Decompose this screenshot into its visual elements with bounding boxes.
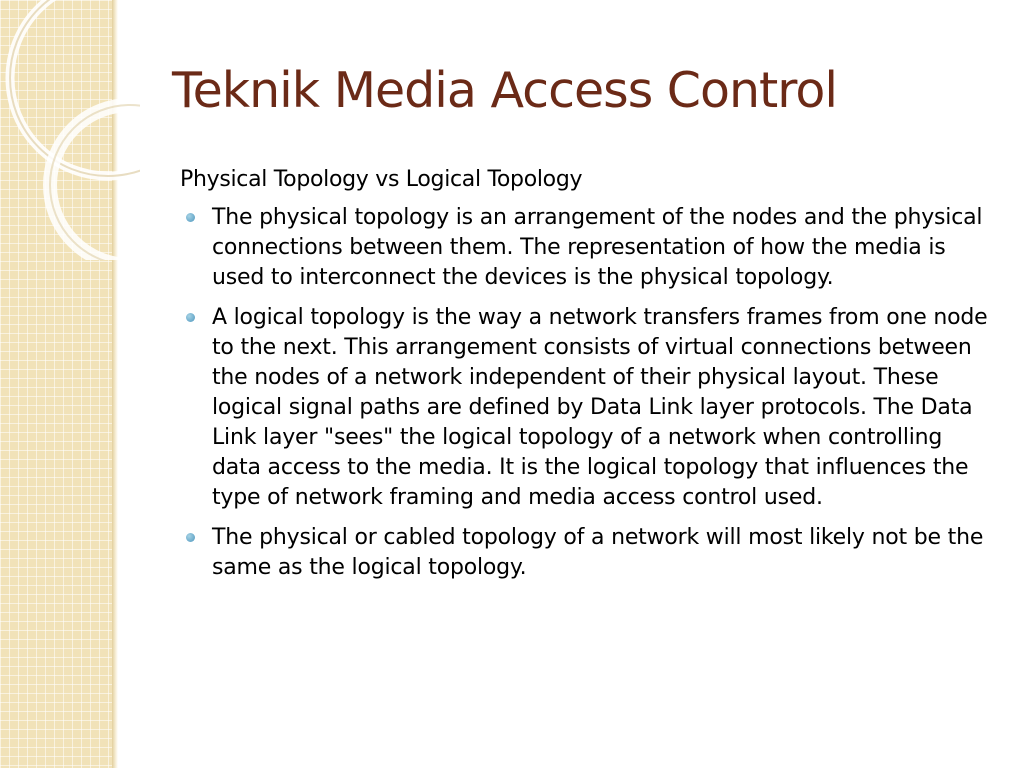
slide-subtitle: Physical Topology vs Logical Topology xyxy=(180,167,583,192)
decorative-rings-icon xyxy=(0,0,140,260)
bullet-item xyxy=(180,303,995,513)
bullet-dot-icon xyxy=(186,533,195,542)
bullet-text: The physical topology is an arrangement of the nodes and the physical connections between them. The representation of how the media is used to interconnect the devices is the physical topology. xyxy=(212,205,983,290)
slide-title: Teknik Media Access Control xyxy=(172,62,837,119)
bullet-item xyxy=(180,523,995,583)
bullet-dot-icon xyxy=(186,213,195,222)
bullet-text: The physical or cabled topology of a network will most likely not be the same as the logical topology. xyxy=(212,525,984,580)
slide-body xyxy=(180,165,995,593)
bullet-item xyxy=(180,203,995,293)
bullet-list xyxy=(180,203,995,583)
bullet-text: A logical topology is the way a network transfers frames from one node to the next. This arrangement consists of virtual connections between the nodes of a network independent of their physical layout. These logical signal paths are defined by Data Link layer protocols. The Data Link layer "sees" the logical topology of a network when controlling data access to the media. It is the logical topology that influences the type of network framing and media access control used. xyxy=(212,305,988,510)
bullet-dot-icon xyxy=(186,313,195,322)
